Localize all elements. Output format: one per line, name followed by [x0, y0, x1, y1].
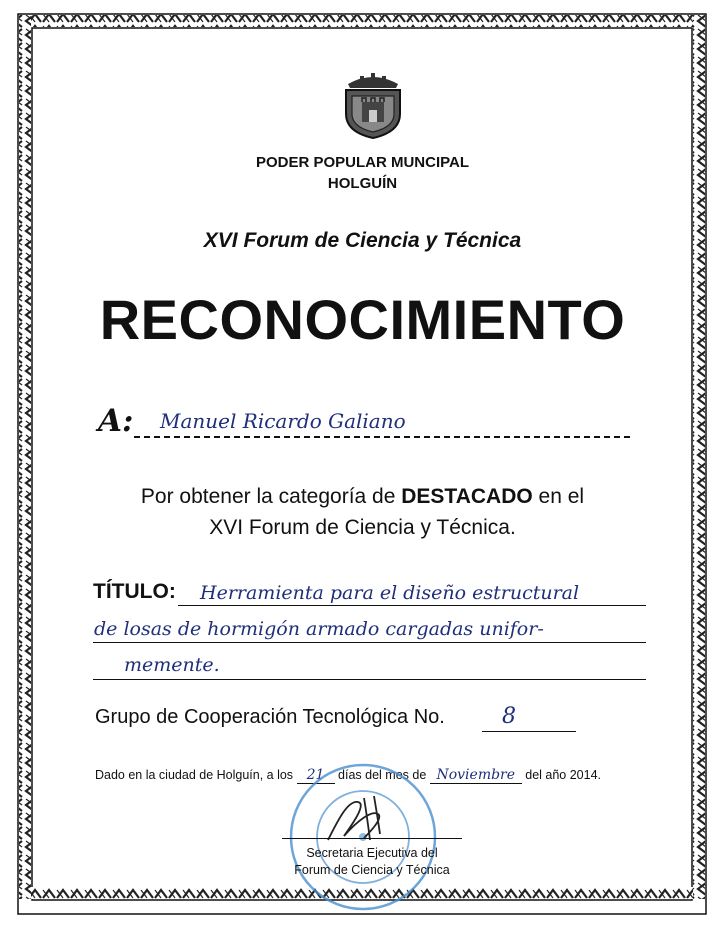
date-month: Noviembre	[430, 767, 522, 784]
event-name: XVI Forum de Ciencia y Técnica	[203, 229, 522, 252]
group-number-rule	[482, 731, 576, 732]
reason-line-2: XVI Forum de Ciencia y Técnica.	[209, 516, 516, 539]
recipient-underline	[134, 436, 630, 438]
reason-line-1	[0, 481, 725, 512]
work-title-line-1: Herramienta para el diseño estructural	[200, 582, 580, 604]
group-label: Grupo de Cooperación Tecnológica No.	[95, 706, 445, 728]
work-title-rule-3	[93, 679, 646, 680]
certificate-title: RECONOCIMIENTO	[99, 288, 626, 351]
date-middle: días del mes de	[338, 768, 427, 782]
signatory	[262, 845, 482, 879]
reason-text	[0, 481, 725, 543]
recipient-name: Manuel Ricardo Galiano	[160, 409, 406, 433]
issuer-line-1: PODER POPULAR MUNCIPAL	[255, 154, 470, 171]
date-prefix: Dado en la ciudad de Holguín, a los	[95, 768, 294, 782]
signatory-line-2: Forum de Ciencia y Técnica	[294, 863, 450, 877]
work-title-line-3: memente.	[124, 654, 220, 676]
issuer-line-2: HOLGUÍN	[327, 175, 398, 192]
work-title-line-2: de losas de hormigón armado cargadas unifor-	[94, 618, 544, 640]
work-title-label: TÍTULO:	[93, 580, 176, 603]
recipient-label: A:	[98, 403, 134, 439]
date-suffix: del año 2014.	[525, 768, 602, 782]
group-number: 8	[502, 704, 516, 729]
issuer-header	[0, 152, 725, 194]
work-title-rule-2	[93, 642, 646, 643]
signature-icon	[318, 790, 398, 850]
reason-prefix: Por obtener la categoría de	[140, 485, 402, 508]
signatory-line-1: Secretaria Ejecutiva del	[306, 846, 438, 860]
coat-of-arms-icon	[338, 70, 408, 140]
work-title-rule-1	[178, 605, 646, 606]
signature-line	[282, 838, 462, 839]
category-badge: DESTACADO	[401, 485, 533, 508]
date-day: 21	[297, 767, 335, 784]
reason-suffix: en el	[532, 485, 585, 508]
